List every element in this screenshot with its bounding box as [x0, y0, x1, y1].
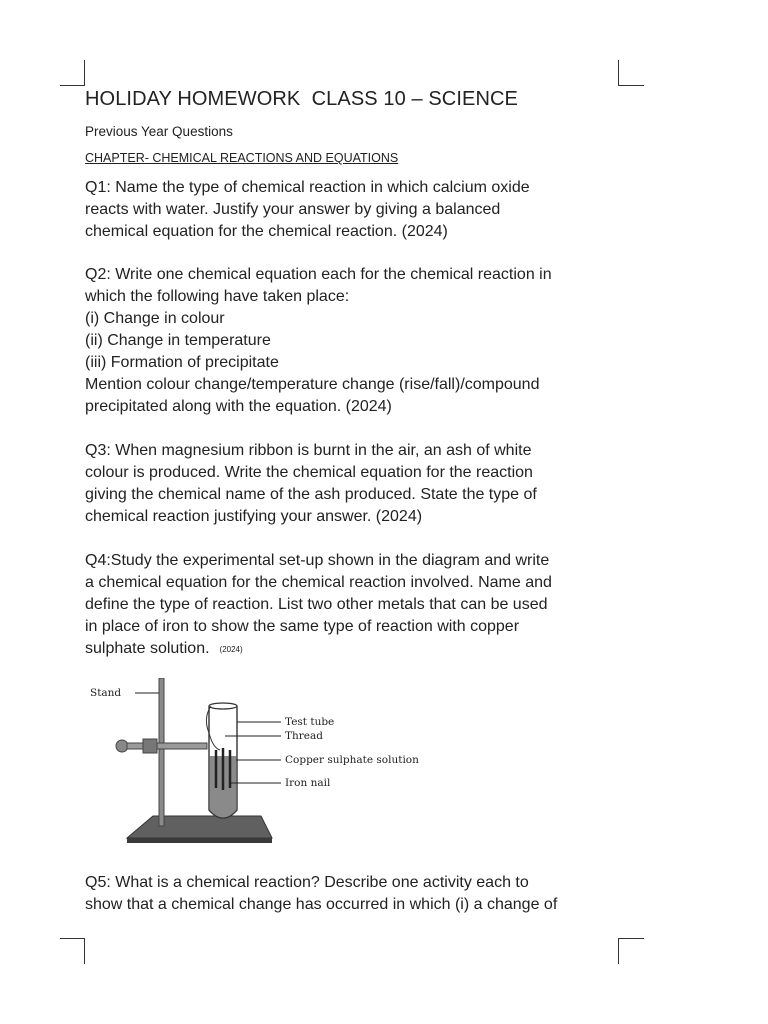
- question-4-year: (2024): [219, 645, 243, 654]
- label-solution: Copper sulphate solution: [285, 754, 419, 766]
- stand-rod: [159, 678, 164, 826]
- crop-mark-top-right-h: [618, 85, 644, 86]
- label-stand: Stand: [90, 687, 122, 699]
- crop-mark-bottom-left-v: [84, 938, 85, 964]
- crop-mark-bottom-left-h: [60, 938, 85, 939]
- test-tube-rim: [209, 703, 237, 709]
- crop-mark-top-left-v: [84, 60, 85, 86]
- stand-base: [127, 816, 272, 838]
- crop-mark-bottom-right-v: [618, 938, 619, 964]
- page-title: HOLIDAY HOMEWORK CLASS 10 – SCIENCE: [85, 88, 518, 110]
- experiment-diagram: [85, 678, 445, 850]
- chapter-heading: CHAPTER- CHEMICAL REACTIONS AND EQUATIONS: [85, 151, 399, 165]
- label-thread: Thread: [285, 730, 323, 742]
- stand-base-edge: [127, 838, 272, 843]
- question-1: Q1: Name the type of chemical reaction in which calcium oxide reacts with water. Justify your answer by giving a balanced chemical equation for the chemical reaction. (2024): [85, 179, 530, 240]
- crop-mark-top-left-h: [60, 85, 85, 86]
- clamp-knob: [116, 740, 128, 752]
- question-4-text: Q4:Study the experimental set-up shown in the diagram and write a chemical equation for the chemical reaction involved. Name and define the type of reaction. List two other metals that can be used in place of iron to show the same type of reaction with copper sulphate solution.: [85, 552, 552, 657]
- label-test-tube: Test tube: [285, 716, 335, 728]
- crop-mark-bottom-right-h: [618, 938, 644, 939]
- question-2: Q2: Write one chemical equation each for the chemical reaction in which the following have taken place: (i) Change in colour (ii) Change in temperature (iii) Formation of precipitate Mention colour change/temperature change (rise/fall)/compound precipitated along with the equation. (2024): [85, 266, 552, 415]
- page-subtitle: Previous Year Questions: [85, 124, 233, 139]
- clamp-arm: [127, 743, 207, 749]
- crop-mark-top-right-v: [618, 60, 619, 86]
- clamp-boss: [143, 739, 157, 753]
- question-4: [85, 550, 645, 661]
- label-iron-nail: Iron nail: [285, 777, 331, 789]
- question-3: Q3: When magnesium ribbon is burnt in the air, an ash of white colour is produced. Write the chemical equation for the reaction giving the chemical name of the ash produced. State the type of chemical reaction justifying your answer. (2024): [85, 442, 537, 525]
- question-5: Q5: What is a chemical reaction? Describe one activity each to show that a chemical change has occurred in which (i) a change of: [85, 874, 558, 913]
